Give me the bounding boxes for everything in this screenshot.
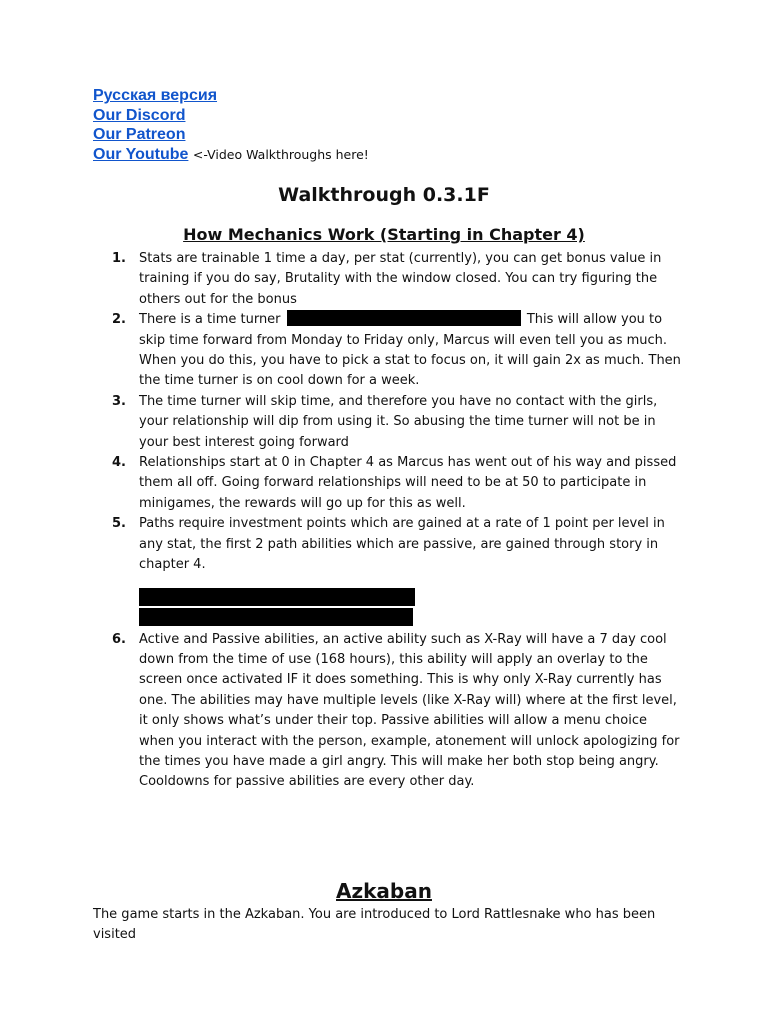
item-number: 4. (112, 455, 126, 471)
azkaban-intro: The game starts in the Azkaban. You are introduced to Lord Rattlesnake who has been visited (93, 907, 656, 942)
item-text-before: There is a time turner (139, 312, 281, 328)
redaction-bar (139, 608, 413, 626)
item-text: The time turner will skip time, and therefore you have no contact with the girls, your relationship will dip from using it. So abusing the time turner will not be in your best interest going forward (139, 393, 658, 450)
azkaban-heading: Azkaban (336, 879, 432, 903)
item-text: Relationships start at 0 in Chapter 4 as Marcus has went out of his way and pissed them all off. Going forward relationships will need to be at 50 to participate in minigames, the rewards will go up for this as well. (139, 455, 677, 511)
item-number: 1. (112, 251, 126, 266)
list-item (112, 392, 682, 453)
patreon-link[interactable]: Our Patreon (93, 126, 186, 143)
item-text-after: This will allow you to skip time forward from Monday to Friday only, Marcus will even tell you as much. When you do this, you have to pick a stat to focus on, it will gain 2x as much. Then the time turner is on cool down for a week. (139, 312, 681, 389)
youtube-link[interactable]: Our Youtube (93, 145, 189, 163)
item-text: Paths require investment points which are gained at a rate of 1 point per level in any stat, the first 2 path abilities which are passive, are gained through story in chapter 4. (139, 516, 665, 573)
discord-link[interactable]: Our Discord (93, 106, 186, 124)
list-item (112, 310, 682, 392)
item-number: 5. (112, 516, 126, 532)
item-number: 2. (112, 312, 126, 328)
mechanics-heading: How Mechanics Work (Starting in Chapter 4) (183, 225, 585, 244)
youtube-note: <-Video Walkthroughs here! (192, 146, 369, 162)
page-title: Walkthrough 0.3.1F (278, 184, 490, 206)
list-item (112, 630, 682, 793)
item-number: 3. (112, 393, 126, 409)
redaction-bar (287, 310, 521, 326)
redaction-bar (139, 588, 415, 606)
list-item (112, 514, 682, 575)
item-number: 6. (112, 631, 126, 647)
list-item (112, 249, 682, 310)
russian-version-link[interactable]: Русская версия (93, 87, 218, 104)
mechanics-list (112, 249, 682, 793)
item-text: Stats are trainable 1 time a day, per stat (currently), you can get bonus value in training if you do say, Brutality with the window closed. You can try figuring the others out for the bonus (139, 251, 662, 307)
link-list (93, 86, 369, 164)
spacer (112, 576, 682, 588)
item-text: Active and Passive abilities, an active ability such as X-Ray will have a 7 day cool down from the time of use (168 hours), this ability will apply an overlay to the screen once activated IF it does something. This is why only X-Ray currently has one. The abilities may have multiple levels (like X-Ray will) where at the first level, it only shows what’s under their top. Passive abilities will allow a menu choice when you interact with the person, example, atonement will unlock apologizing for the times you have made a girl angry. This will make her both stop being angry. Cooldowns for passive abilities are every other day. (139, 631, 680, 790)
list-item (112, 453, 682, 514)
